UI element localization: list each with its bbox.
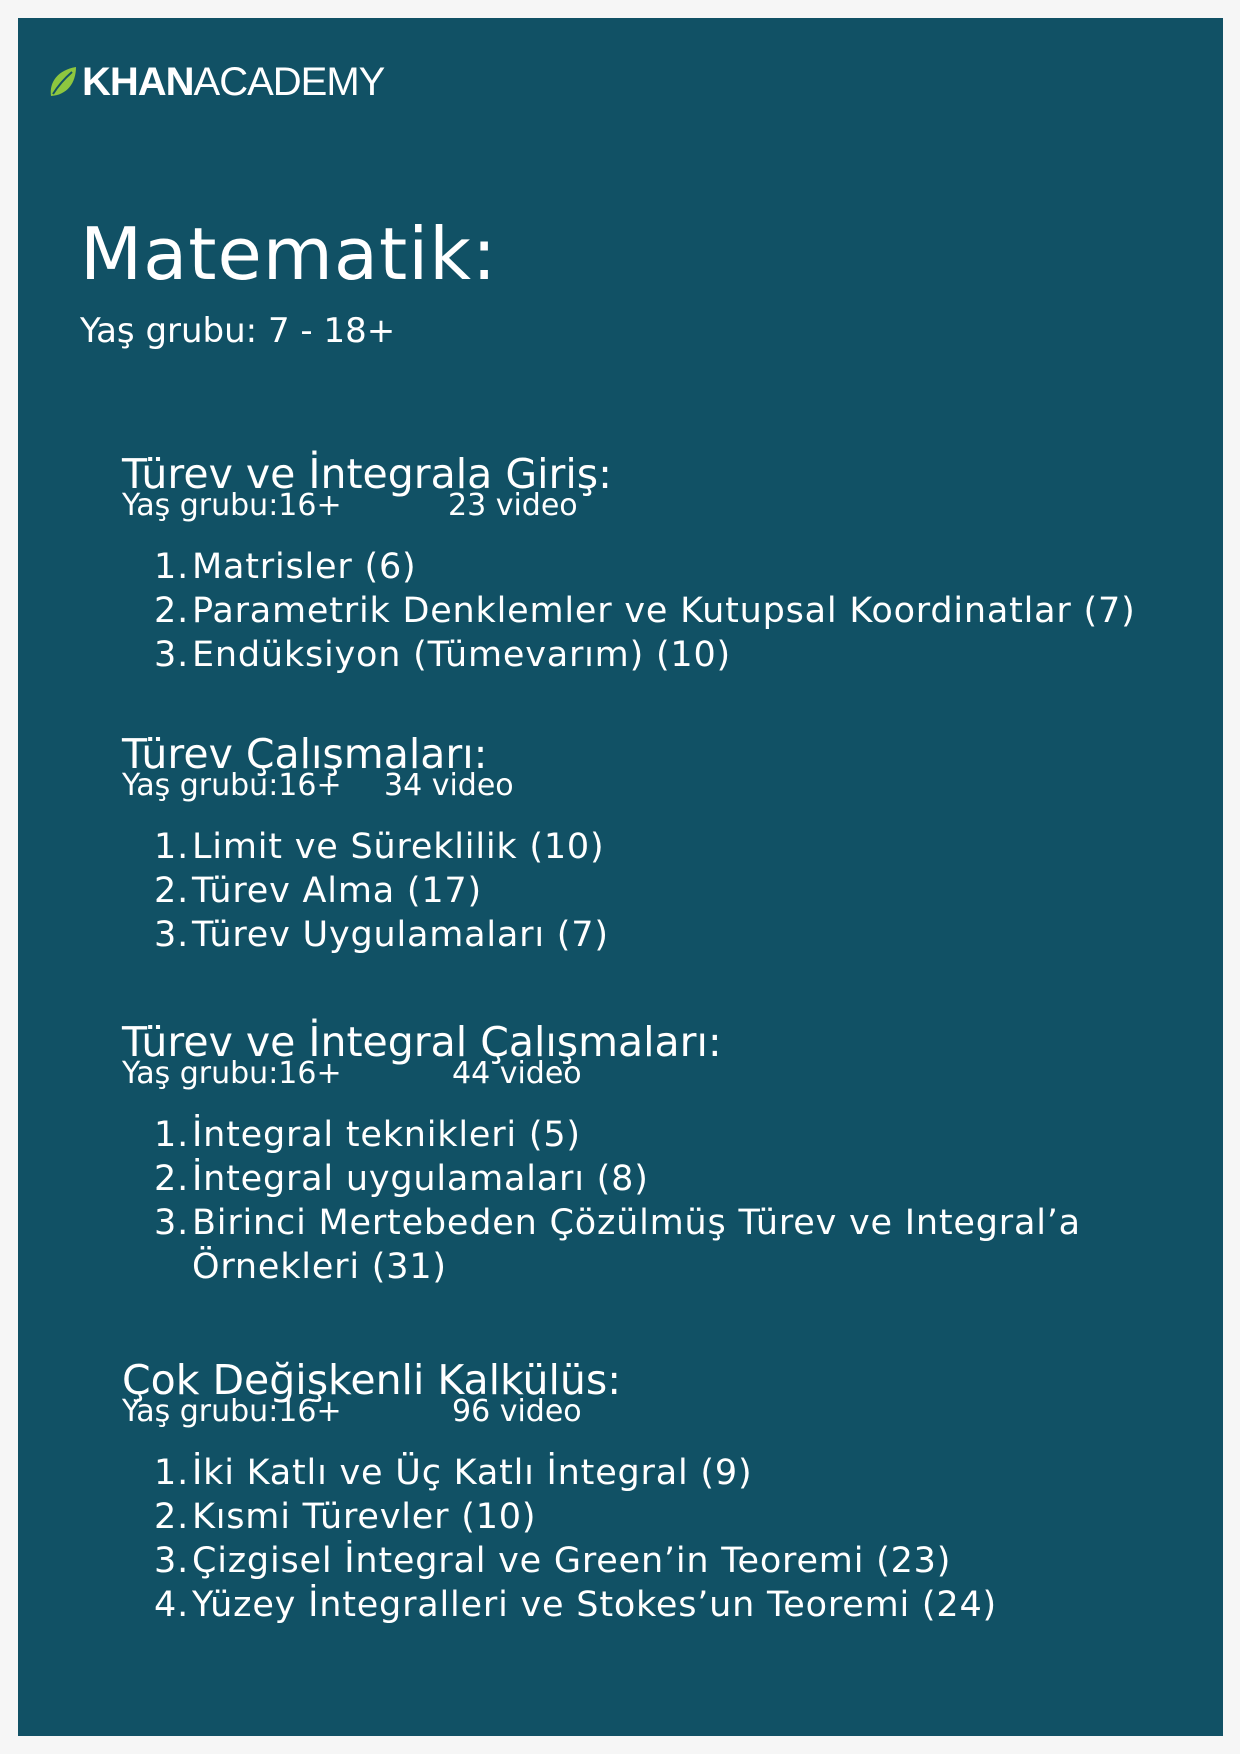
topic-text: İntegral uygulamaları (8) [192, 1159, 649, 1199]
course-section [122, 1356, 1202, 1627]
topic-text: Çizgisel İntegral ve Green’in Teoremi (23) [192, 1541, 952, 1581]
topic-number: 1. [154, 1115, 189, 1155]
section-age-group: Yaş grubu:16+ [122, 1394, 342, 1429]
topic-text: Birinci Mertebeden Çözülmüş Türev ve Integral’a Örnekleri (31) [192, 1203, 1081, 1287]
section-age-group: Yaş grubu:16+ [122, 1056, 342, 1091]
section-age-group: Yaş grubu:16+ [122, 488, 342, 523]
section-video-count: 96 video [452, 1394, 582, 1429]
topic-number: 1. [154, 827, 189, 867]
topic-item [122, 869, 1202, 913]
topic-number: 1. [154, 1453, 189, 1493]
leaf-icon [48, 65, 78, 99]
topic-text: Türev Uygulamaları (7) [192, 915, 609, 955]
section-meta [122, 488, 1202, 523]
topic-item [122, 1157, 1202, 1201]
page-title: Matematik: [80, 212, 498, 296]
topic-text: Yüzey İntegralleri ve Stokes’un Teoremi (24) [192, 1585, 997, 1625]
topic-number: 3. [154, 1203, 189, 1243]
topic-number: 2. [154, 871, 189, 911]
topic-item [122, 1113, 1202, 1157]
topic-item [122, 1495, 1202, 1539]
topic-number: 2. [154, 1159, 189, 1199]
topic-item [122, 825, 1202, 869]
course-section [122, 1018, 1202, 1289]
topic-item [122, 1583, 1202, 1627]
topic-list [122, 545, 1202, 677]
topic-number: 3. [154, 915, 189, 955]
topic-item [122, 1539, 1202, 1583]
topic-text: Türev Alma (17) [192, 871, 482, 911]
section-meta [122, 1056, 1202, 1091]
topic-item [122, 1451, 1202, 1495]
topic-item [122, 913, 1202, 957]
section-video-count: 44 video [452, 1056, 582, 1091]
topic-list [122, 1451, 1202, 1627]
section-heading: Türev ve İntegrala Giriş: [122, 450, 612, 498]
topic-number: 2. [154, 1497, 189, 1537]
topic-text: Matrisler (6) [192, 547, 417, 587]
topic-number: 3. [154, 635, 189, 675]
course-section [122, 450, 1202, 677]
topic-number: 3. [154, 1541, 189, 1581]
section-video-count: 23 video [448, 488, 578, 523]
section-meta [122, 768, 1202, 803]
topic-number: 2. [154, 591, 189, 631]
topic-text: Kısmi Türevler (10) [192, 1497, 537, 1537]
section-video-count: 34 video [384, 768, 514, 803]
topic-text: İntegral teknikleri (5) [192, 1115, 581, 1155]
poster-panel [18, 18, 1223, 1736]
topic-item [122, 633, 1202, 677]
course-section [122, 730, 1202, 957]
page-subtitle-age-group: Yaş grubu: 7 - 18+ [80, 311, 396, 351]
logo-wordmark [82, 62, 384, 102]
khan-academy-logo [48, 62, 384, 102]
topic-list [122, 1113, 1202, 1289]
topic-item [122, 545, 1202, 589]
section-heading: Türev ve İntegral Çalışmaları: [122, 1018, 722, 1066]
topic-number: 4. [154, 1585, 189, 1625]
topic-text: Limit ve Süreklilik (10) [192, 827, 605, 867]
topic-text: İki Katlı ve Üç Katlı İntegral (9) [192, 1453, 753, 1493]
topic-number: 1. [154, 547, 189, 587]
topic-item [122, 1201, 1152, 1289]
topic-text: Parametrik Denklemler ve Kutupsal Koordinatlar (7) [192, 591, 1136, 631]
section-heading: Çok Değişkenli Kalkülüs: [122, 1356, 622, 1404]
section-heading: Türev Çalışmaları: [122, 730, 488, 778]
section-age-group: Yaş grubu:16+ [122, 768, 342, 803]
section-meta [122, 1394, 1202, 1429]
logo-word-khan: KHAN [82, 60, 194, 104]
logo-word-academy: ACADEMY [193, 60, 385, 104]
topic-item [122, 589, 1202, 633]
topic-list [122, 825, 1202, 957]
topic-text: Endüksiyon (Tümevarım) (10) [192, 635, 731, 675]
